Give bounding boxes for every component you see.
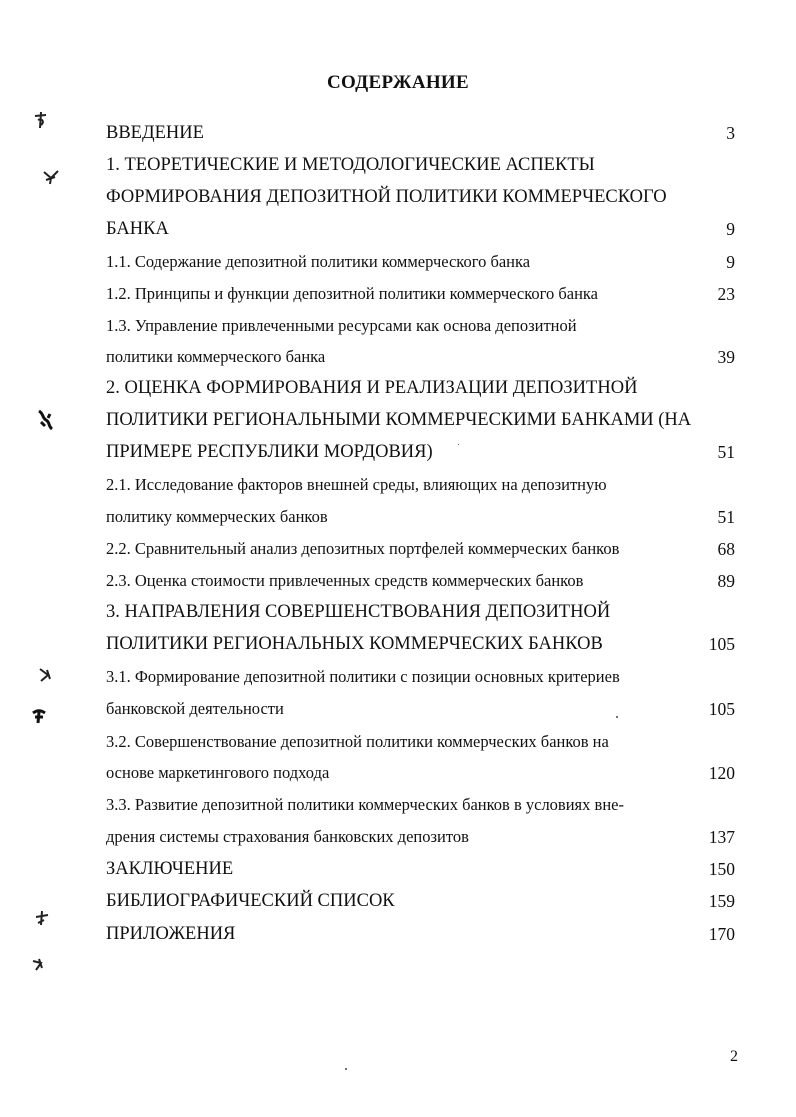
toc-entry-section-2-3: 2.3. Оценка стоимости привлеченных средств коммерческих банков (106, 571, 584, 590)
toc-entry-section-3-1-line-1: 3.1. Формирование депозитной политики с позиции основных критериев (106, 667, 620, 686)
scan-artifact-dot (345, 1068, 347, 1070)
scan-artifact-mark (30, 956, 46, 974)
toc-page-chapter-1: 9 (726, 219, 735, 239)
toc-entry-conclusion: ЗАКЛЮЧЕНИЕ (106, 859, 234, 879)
toc-entry-chapter-2-line-1: 2. ОЦЕНКА ФОРМИРОВАНИЯ И РЕАЛИЗАЦИИ ДЕПОЗИТНОЙ (106, 378, 638, 398)
toc-page-appendices: 170 (708, 924, 735, 944)
toc-page-section-3-3: 137 (708, 827, 735, 847)
toc-entry-section-3-1-line-2: банковской деятельности (106, 699, 284, 718)
toc-page-chapter-2: 51 (717, 442, 735, 462)
toc-entry-section-3-3-line-2: дрения системы страхования банковских депозитов (106, 827, 469, 846)
toc-page-introduction: 3 (726, 123, 735, 143)
toc-entry-section-2-1-line-2: политику коммерческих банков (106, 507, 328, 526)
toc-page-section-1-2: 23 (717, 284, 735, 304)
toc-page-conclusion: 150 (708, 859, 735, 879)
footer-page-number: 2 (730, 1048, 738, 1065)
toc-page-section-2-1: 51 (717, 507, 735, 527)
scan-artifact-mark (32, 110, 50, 130)
toc-entry-chapter-3-line-2: ПОЛИТИКИ РЕГИОНАЛЬНЫХ КОММЕРЧЕСКИХ БАНКОВ (106, 634, 603, 654)
toc-entry-chapter-2-line-2: ПОЛИТИКИ РЕГИОНАЛЬНЫМИ КОММЕРЧЕСКИМИ БАНКАМИ (НА (106, 410, 692, 430)
toc-page-section-1-1: 9 (726, 252, 735, 272)
toc-entry-section-3-3-line-1: 3.3. Развитие депозитной политики коммерческих банков в условиях вне- (106, 795, 624, 814)
scan-artifact-mark (36, 666, 54, 684)
toc-page-chapter-3: 105 (708, 634, 735, 654)
toc-entry-introduction: ВВЕДЕНИЕ (106, 123, 204, 143)
toc-entry-section-2-1-line-1: 2.1. Исследование факторов внешней среды, влияющих на депозитную (106, 475, 607, 494)
toc-entry-section-2-2: 2.2. Сравнительный анализ депозитных портфелей коммерческих банков (106, 539, 620, 558)
toc-entry-chapter-3-line-1: 3. НАПРАВЛЕНИЯ СОВЕРШЕНСТВОВАНИЯ ДЕПОЗИТНОЙ (106, 602, 611, 622)
toc-page-section-2-3: 89 (717, 571, 735, 591)
toc-entry-appendices: ПРИЛОЖЕНИЯ (106, 924, 236, 944)
toc-entry-chapter-1-line-2: ФОРМИРОВАНИЯ ДЕПОЗИТНОЙ ПОЛИТИКИ КОММЕРЧЕСКОГО (106, 187, 667, 207)
scan-artifact-mark (36, 408, 56, 432)
toc-page-section-3-2: 120 (708, 763, 735, 783)
toc-page-section-2-2: 68 (717, 539, 735, 559)
scan-artifact-mark (34, 909, 50, 927)
toc-entry-bibliography: БИБЛИОГРАФИЧЕСКИЙ СПИСОК (106, 891, 395, 911)
scan-artifact-mark (30, 708, 48, 726)
toc-page-section-3-1: 105 (708, 699, 735, 719)
scan-artifact-mark (42, 168, 60, 186)
toc-entry-chapter-2-line-3: ПРИМЕРЕ РЕСПУБЛИКИ МОРДОВИЯ) (106, 442, 433, 462)
toc-entry-section-1-3-line-1: 1.3. Управление привлеченными ресурсами как основа депозитной (106, 316, 577, 335)
scan-artifact-dot (616, 716, 618, 718)
toc-entry-section-1-3-line-2: политики коммерческого банка (106, 347, 326, 366)
toc-entry-chapter-1-line-3: БАНКА (106, 219, 169, 239)
toc-page-section-1-3: 39 (717, 347, 735, 367)
toc-entry-chapter-1-line-1: 1. ТЕОРЕТИЧЕСКИЕ И МЕТОДОЛОГИЧЕСКИЕ АСПЕКТЫ (106, 155, 595, 175)
toc-entry-section-3-2-line-1: 3.2. Совершенствование депозитной политики коммерческих банков на (106, 732, 609, 751)
toc-entry-section-1-1: 1.1. Содержание депозитной политики коммерческого банка (106, 252, 531, 271)
toc-entry-section-1-2: 1.2. Принципы и функции депозитной политики коммерческого банка (106, 284, 598, 303)
scan-artifact-dot (458, 444, 459, 445)
page-title: СОДЕРЖАНИЕ (327, 72, 469, 93)
toc-entry-section-3-2-line-2: основе маркетингового подхода (106, 763, 330, 782)
toc-page-bibliography: 159 (708, 891, 735, 911)
